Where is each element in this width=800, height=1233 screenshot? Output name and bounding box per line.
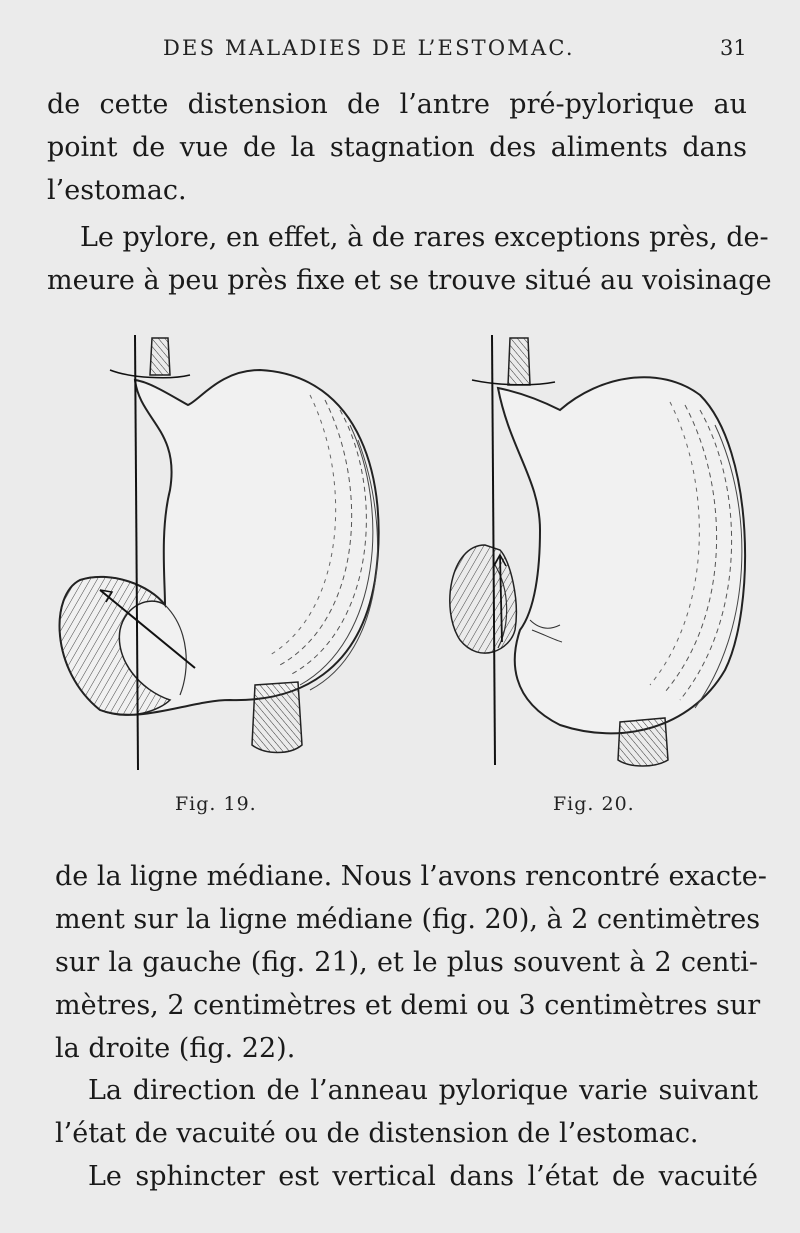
figure-19-caption: Fig. 19. [175, 793, 257, 815]
text-line: la droite (fig. 22). [55, 1033, 296, 1064]
text-line: mètres, 2 centimètres et demi ou 3 centimètres sur [55, 990, 761, 1021]
text-line: de la ligne médiane. Nous l’avons rencontré exacte- [55, 861, 767, 892]
text-line: sur la gauche (fig. 21), et le plus souvent à 2 centi- [55, 947, 758, 978]
text-line: l’estomac. [47, 175, 187, 206]
figure-20 [450, 335, 745, 766]
running-title: DES MALADIES DE L’ESTOMAC. [163, 36, 575, 60]
stomach-figures [40, 330, 770, 780]
text-line: Le sphincter est vertical dans l’état de vacuité [88, 1161, 758, 1192]
text-line: Le pylore, en effet, à de rares exceptions près, de- [80, 222, 769, 253]
figure-20-caption: Fig. 20. [553, 793, 635, 815]
text-line: point de vue de la stagnation des aliments dans [47, 132, 747, 163]
text-line: La direction de l’anneau pylorique varie suivant [88, 1075, 758, 1106]
text-line: l’état de vacuité ou de distension de l’estomac. [55, 1118, 699, 1149]
figure-19 [60, 335, 379, 770]
running-head [0, 36, 800, 66]
text-line: de cette distension de l’antre pré-pylorique au [47, 89, 747, 120]
text-line: meure à peu près fixe et se trouve situé au voisinage [47, 265, 772, 296]
page-number: 31 [720, 36, 747, 60]
text-line: ment sur la ligne médiane (fig. 20), à 2 centimètres [55, 904, 761, 935]
